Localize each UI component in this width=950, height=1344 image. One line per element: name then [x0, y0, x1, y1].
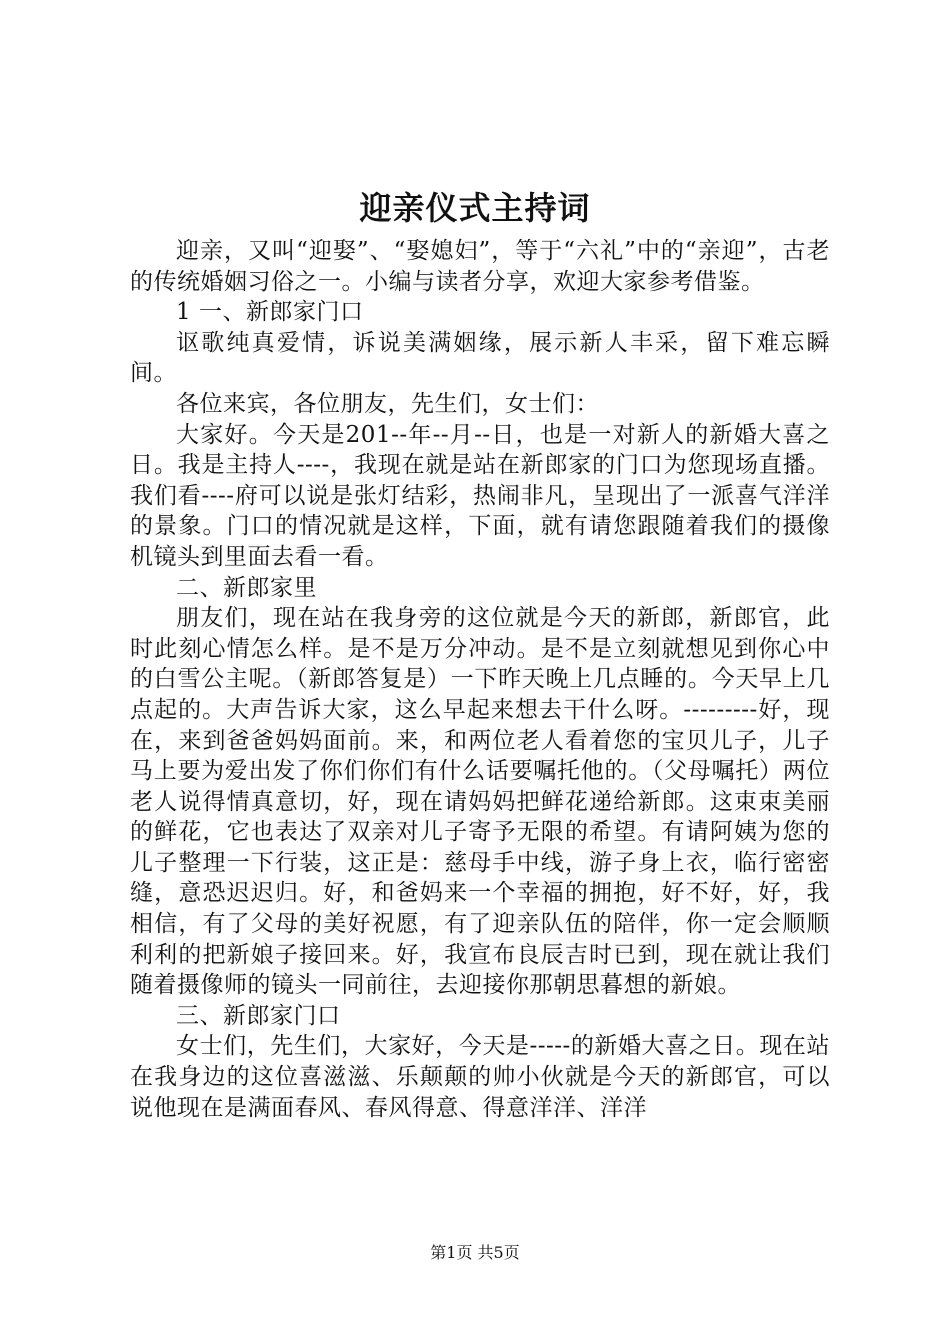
- document-body: [130, 236, 830, 1123]
- paragraph-groom-home: 朋友们，现在站在我身旁的这位就是今天的新郎，新郎官，此时此刻心情怎么样。是不是万分冲动。是不是立刻就想见到你心中的白雪公主呢。（新郎答复是）一下昨天晚上几点睡的。今天早上几点起的。大声告诉大家，这么早起来想去干什么呀。---------好，现在，来到爸爸妈妈面前。来，和两位老人看着您的宝贝儿子，儿子马上要为爱出发了你们你们有什么话要嘱托他的。（父母嘱托）两位老人说得情真意切，好，现在请妈妈把鲜花递给新郎。这束束美丽的鲜花，它也表达了双亲对儿子寄予无限的希望。有请阿姨为您的儿子整理一下行装，这正是：慈母手中线，游子身上衣，临行密密缝，意恐迟迟归。好，和爸妈来一个幸福的拥抱，好不好，好，我相信，有了父母的美好祝愿，有了迎亲队伍的陪伴，你一定会顺顺利利的把新娘子接回来。好，我宣布良辰吉时已到，现在就让我们随着摄像师的镜头一同前往，去迎接你那朝思暮想的新娘。: [130, 605, 830, 999]
- paragraph-opening: 大家好。今天是201--年--月--日，也是一对新人的新婚大喜之日。我是主持人----，我现在就是站在新郎家的门口为您现场直播。我们看----府可以说是张灯结彩，热闹非凡，呈现出了一派喜气洋洋的景象。门口的情况就是这样，下面，就有请您跟随着我们的摄像机镜头到里面去看一看。: [130, 421, 830, 570]
- section-heading-3: 三、新郎家门口: [176, 1002, 341, 1029]
- section-heading-2: 二、新郎家里: [176, 574, 317, 601]
- paragraph-greeting: 各位来宾，各位朋友，先生们，女士们：: [176, 390, 599, 417]
- document-title: 迎亲仪式主持词: [359, 189, 591, 227]
- paragraph-groom-door: 女士们，先生们，大家好，今天是-----的新婚大喜之日。现在站在我身边的这位喜滋滋、乐颠颠的帅小伙就是今天的新郎官，可以说他现在是满面春风、春风得意、得意洋洋、洋洋: [130, 1033, 830, 1121]
- paragraph-slogan: 讴歌纯真爱情，诉说美满姻缘，展示新人丰采，留下难忘瞬间。: [130, 329, 830, 387]
- section-heading-1: 1 一、新郎家门口: [176, 299, 364, 326]
- paragraph-intro: 迎亲，又叫“迎娶”、“娶媳妇”，等于“六礼”中的“亲迎”，古老的传统婚姻习俗之一。小编与读者分享，欢迎大家参考借鉴。: [130, 238, 830, 295]
- page-footer: 第1页 共5页: [430, 1243, 520, 1262]
